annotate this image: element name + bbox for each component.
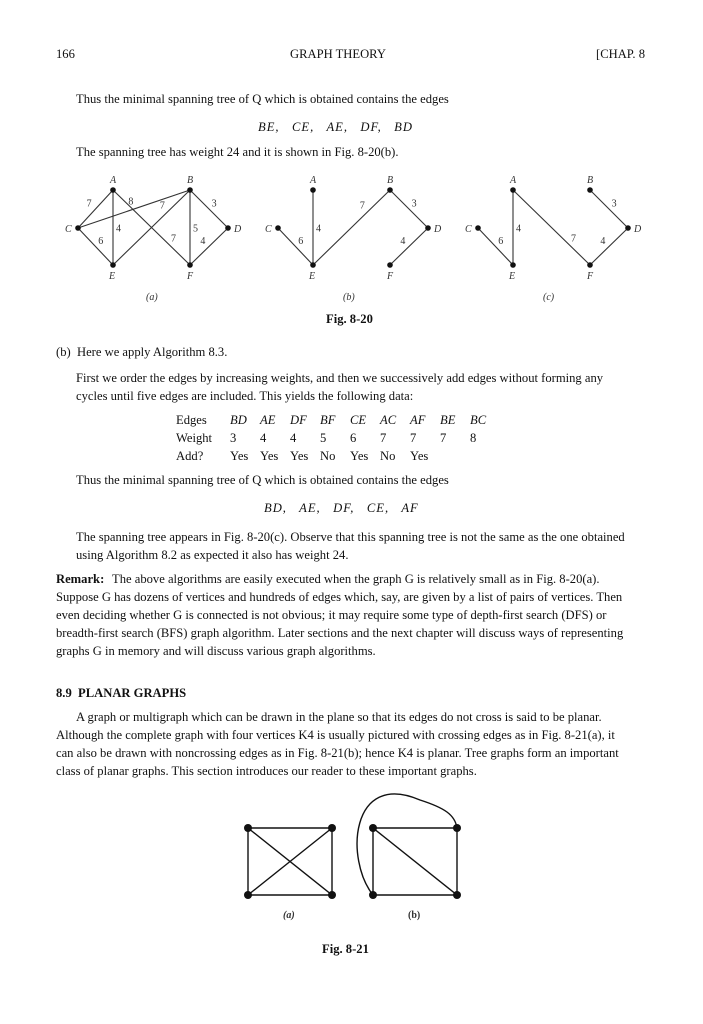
vertex-label: B bbox=[387, 175, 394, 186]
edge-weight-label: 7 bbox=[571, 233, 577, 245]
graph-edge bbox=[390, 228, 428, 265]
edge-weight-label: 6 bbox=[498, 236, 504, 248]
table-cell: DF bbox=[290, 413, 307, 427]
edge-weight-label: 5 bbox=[193, 223, 198, 235]
table-cell: Yes bbox=[410, 449, 429, 463]
graph-vertex bbox=[425, 225, 431, 231]
edge-weight-label: 3 bbox=[611, 198, 617, 210]
remark-line: The above algorithms are easily executed when the graph G is relatively small as in Fig. 8-20(a). bbox=[112, 572, 600, 586]
section-line: Although the complete graph with four vertices K4 is usually pictured with crossing edges as in Fig. 8-21(a), it bbox=[56, 728, 615, 742]
edge-weight-label: 4 bbox=[316, 223, 321, 235]
partb-line-4: Thus the minimal spanning tree of Q which is obtained contains the edges bbox=[76, 473, 449, 487]
vertex-label: A bbox=[110, 175, 117, 186]
partb-line-3: cycles until five edges are included. This yields the following data: bbox=[76, 389, 414, 403]
graph-vertex bbox=[625, 225, 631, 231]
partb-line-5: The spanning tree appears in Fig. 8-20(c). Observe that this spanning tree is not the same as the one obtained bbox=[76, 530, 625, 544]
graph-vertex bbox=[328, 891, 336, 899]
remark-line: graphs G in memory and will discuss various graph algorithms. bbox=[56, 644, 376, 658]
edge-weight-label: 4 bbox=[600, 235, 606, 247]
table-cell: BE bbox=[440, 413, 456, 427]
table-cell: 8 bbox=[470, 431, 477, 445]
table-cell: Yes bbox=[290, 449, 309, 463]
vertex-label: E bbox=[109, 271, 116, 282]
graph-vertex bbox=[110, 187, 116, 193]
vertex-label: C bbox=[265, 224, 272, 235]
table-cell: Weight bbox=[176, 431, 213, 445]
graph-vertex bbox=[244, 824, 252, 832]
edges-list-1: BE, CE, AE, DF, BD bbox=[258, 120, 413, 134]
table-cell: 4 bbox=[260, 431, 267, 445]
edge-weight-label: 3 bbox=[411, 198, 417, 210]
remark-line: even deciding whether G is connected is not obvious; it may require some type of depth-first search (DFS) or bbox=[56, 608, 607, 622]
table-cell: 3 bbox=[230, 431, 237, 445]
table-cell: No bbox=[380, 449, 396, 463]
graph-arc-edge bbox=[357, 794, 457, 895]
graph-vertex bbox=[187, 187, 193, 193]
graph-vertex bbox=[510, 187, 516, 193]
subfigure-label: (b) bbox=[343, 292, 355, 303]
graph-edge bbox=[513, 190, 590, 265]
vertex-label: E bbox=[309, 271, 316, 282]
section-line: A graph or multigraph which can be drawn in the plane so that its edges do not cross is said to be planar. bbox=[76, 710, 602, 724]
fig-8-20-caption: Fig. 8-20 bbox=[326, 312, 373, 326]
edge-weight-label: 4 bbox=[400, 235, 406, 247]
table-cell bbox=[470, 447, 500, 465]
table-cell: CE bbox=[350, 413, 367, 427]
partb-line-6: using Algorithm 8.2 as expected it also has weight 24. bbox=[76, 548, 349, 562]
table-cell: Yes bbox=[350, 449, 369, 463]
graph-edge bbox=[278, 228, 313, 265]
chapter-label: [CHAP. 8 bbox=[596, 47, 645, 61]
edge-weight-label: 7 bbox=[86, 198, 92, 210]
table-cell: Add? bbox=[176, 449, 204, 463]
graph-vertex bbox=[110, 262, 116, 268]
table-cell: BD bbox=[230, 413, 247, 427]
partb-line-1: (b) Here we apply Algorithm 8.3. bbox=[56, 345, 228, 359]
edge-weight-label: 7 bbox=[159, 200, 165, 212]
vertex-label: F bbox=[387, 271, 394, 282]
page-number: 166 bbox=[56, 47, 75, 61]
table-cell: AE bbox=[260, 413, 276, 427]
table-cell: BF bbox=[320, 413, 336, 427]
graph-vertex bbox=[244, 891, 252, 899]
section-line: class of planar graphs. This section introduces our reader to these important graphs. bbox=[56, 764, 477, 778]
edge-weight-label: 4 bbox=[116, 223, 121, 235]
table-cell: 5 bbox=[320, 431, 327, 445]
remark-line: Suppose G has dozens of vertices and hundreds of edges which, say, are given by a list of pairs of vertices. Then bbox=[56, 590, 623, 604]
subfigure-label: (c) bbox=[543, 292, 555, 303]
section-line: can also be drawn with noncrossing edges as in Fig. 8-21(b); hence K4 is planar. Tree graphs form an important bbox=[56, 746, 619, 760]
edge-weight-label: 4 bbox=[200, 235, 206, 247]
vertex-label: C bbox=[465, 224, 472, 235]
section-heading: 8.9 PLANAR GRAPHS bbox=[56, 686, 187, 700]
graph-vertex bbox=[453, 891, 461, 899]
table-cell: Edges bbox=[176, 413, 207, 427]
remark-line: breadth-first search (BFS) graph algorithm. Later sections and the next chapter will discuss ways of representing bbox=[56, 626, 624, 640]
vertex-label: B bbox=[587, 175, 594, 186]
vertex-label: B bbox=[187, 175, 194, 186]
table-row bbox=[176, 447, 500, 465]
table-cell: 6 bbox=[350, 431, 357, 445]
table-cell: Yes bbox=[260, 449, 279, 463]
graph-vertex bbox=[587, 262, 593, 268]
graph-edge bbox=[78, 228, 113, 265]
graph-vertex bbox=[187, 262, 193, 268]
vertex-label: F bbox=[187, 271, 194, 282]
graph-vertex bbox=[225, 225, 231, 231]
edge-weight-label: 3 bbox=[211, 198, 217, 210]
graph-vertex bbox=[75, 225, 81, 231]
vertex-label: C bbox=[65, 224, 72, 235]
edge-weight-label: 7 bbox=[171, 233, 177, 245]
graph-edge bbox=[313, 190, 390, 265]
table-cell: 4 bbox=[290, 431, 297, 445]
vertex-label: A bbox=[510, 175, 517, 186]
subfigure-label: (a) bbox=[146, 292, 158, 303]
subfigure-label: (b) bbox=[408, 910, 421, 921]
graph-vertex bbox=[310, 187, 316, 193]
vertex-label: A bbox=[310, 175, 317, 186]
graph-vertex bbox=[387, 262, 393, 268]
edge-weight-label: 4 bbox=[516, 223, 521, 235]
intro-line-2: The spanning tree has weight 24 and it is shown in Fig. 8-20(b). bbox=[76, 145, 399, 159]
table-cell: 7 bbox=[440, 431, 447, 445]
vertex-label: D bbox=[234, 224, 242, 235]
graph-vertex bbox=[310, 262, 316, 268]
graph-edge bbox=[373, 828, 457, 895]
table-cell: 7 bbox=[410, 431, 417, 445]
table-cell bbox=[440, 447, 470, 465]
graph-vertex bbox=[587, 187, 593, 193]
graph-edge bbox=[590, 228, 628, 265]
graph-vertex bbox=[369, 824, 377, 832]
graph-edge bbox=[590, 190, 628, 228]
edge-weight-label: 8 bbox=[128, 196, 134, 208]
vertex-label: F bbox=[587, 271, 594, 282]
partb-line-2: First we order the edges by increasing weights, and then we successively add edges without forming any bbox=[76, 371, 604, 385]
edges-list-2: BD, AE, DF, CE, AF bbox=[264, 501, 419, 515]
graph-vertex bbox=[328, 824, 336, 832]
table-cell: AF bbox=[410, 413, 426, 427]
table-row bbox=[176, 429, 500, 447]
subfigure-label: (a) bbox=[283, 910, 295, 921]
graph-vertex bbox=[275, 225, 281, 231]
vertex-label: D bbox=[434, 224, 442, 235]
edge-weight-label: 6 bbox=[98, 236, 104, 248]
vertex-label: E bbox=[509, 271, 516, 282]
vertex-label: D bbox=[634, 224, 642, 235]
graph-vertex bbox=[475, 225, 481, 231]
remark-label: Remark: bbox=[56, 572, 105, 586]
table-cell: No bbox=[320, 449, 336, 463]
graph-vertex bbox=[387, 187, 393, 193]
fig-8-21-caption: Fig. 8-21 bbox=[322, 942, 369, 956]
table-row bbox=[176, 411, 500, 429]
intro-line-1: Thus the minimal spanning tree of Q which is obtained contains the edges bbox=[76, 92, 449, 106]
graph-edge bbox=[390, 190, 428, 228]
table-cell: BC bbox=[470, 413, 487, 427]
table-cell: AC bbox=[380, 413, 397, 427]
graph-vertex bbox=[510, 262, 516, 268]
table-cell: Yes bbox=[230, 449, 249, 463]
graph-edge bbox=[478, 228, 513, 265]
edge-weight-table bbox=[176, 411, 500, 465]
table-cell: 7 bbox=[380, 431, 387, 445]
edge-weight-label: 7 bbox=[359, 200, 365, 212]
edge-weight-label: 6 bbox=[298, 236, 304, 248]
graph-edge bbox=[190, 190, 228, 228]
running-title: GRAPH THEORY bbox=[290, 47, 386, 61]
